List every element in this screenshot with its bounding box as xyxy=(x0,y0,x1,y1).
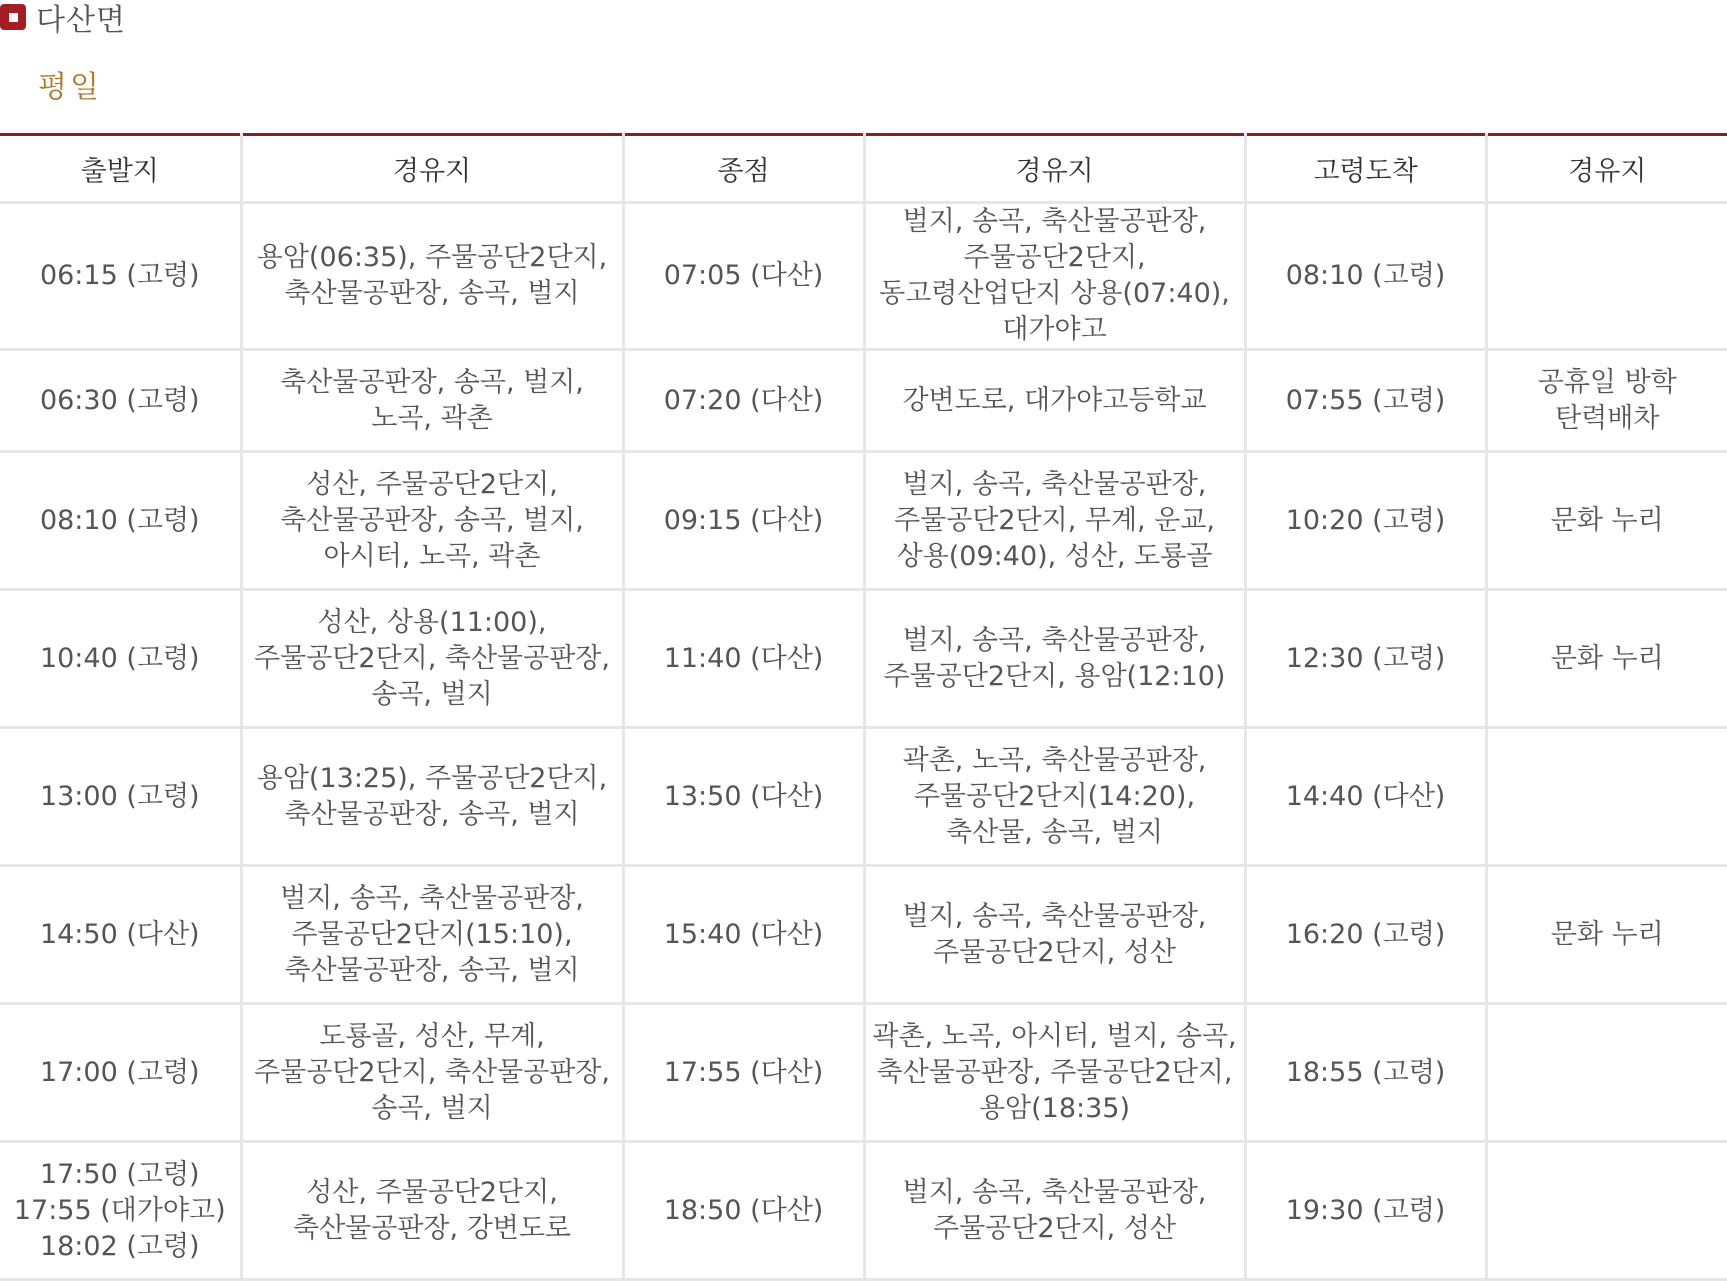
cell-via-2: 곽촌, 노곡, 아시터, 벌지, 송곡, 축산물공판장, 주물공단2단지, 용암(18:35) xyxy=(864,1004,1245,1142)
header-terminus: 종점 xyxy=(623,135,864,203)
cell-via-2: 벌지, 송곡, 축산물공판장, 주물공단2단지, 용암(12:10) xyxy=(864,590,1245,728)
cell-via-3: 문화 누리 xyxy=(1486,590,1727,728)
cell-terminus: 09:15 (다산) xyxy=(623,452,864,590)
cell-via-1: 성산, 주물공단2단지, 축산물공판장, 강변도로 xyxy=(241,1142,623,1280)
cell-terminus: 15:40 (다산) xyxy=(623,866,864,1004)
cell-departure: 14:50 (다산) xyxy=(0,866,241,1004)
cell-terminus: 17:55 (다산) xyxy=(623,1004,864,1142)
cell-departure: 13:00 (고령) xyxy=(0,728,241,866)
cell-via-3: 문화 누리 xyxy=(1486,866,1727,1004)
cell-via-2: 강변도로, 대가야고등학교 xyxy=(864,350,1245,452)
cell-via-1: 용암(13:25), 주물공단2단지, 축산물공판장, 송곡, 벌지 xyxy=(241,728,623,866)
table-row xyxy=(0,590,1727,728)
cell-via-2: 곽촌, 노곡, 축산물공판장, 주물공단2단지(14:20), 축산물, 송곡, 벌지 xyxy=(864,728,1245,866)
bus-schedule-table xyxy=(0,133,1727,1281)
cell-via-2: 벌지, 송곡, 축산물공판장, 주물공단2단지, 성산 xyxy=(864,1142,1245,1280)
cell-departure: 08:10 (고령) xyxy=(0,452,241,590)
cell-arrival: 12:30 (고령) xyxy=(1245,590,1486,728)
cell-via-1: 성산, 상용(11:00), 주물공단2단지, 축산물공판장, 송곡, 벌지 xyxy=(241,590,623,728)
section-title-text: 다산면 xyxy=(36,3,126,38)
day-type-subtitle: 평일 xyxy=(38,70,102,105)
cell-terminus: 07:05 (다산) xyxy=(623,203,864,350)
cell-via-3 xyxy=(1486,728,1727,866)
cell-terminus: 18:50 (다산) xyxy=(623,1142,864,1280)
table-row xyxy=(0,1142,1727,1280)
cell-arrival: 18:55 (고령) xyxy=(1245,1004,1486,1142)
cell-departure: 17:50 (고령) 17:55 (대가야고) 18:02 (고령) xyxy=(0,1142,241,1280)
header-goryeong-arrival: 고령도착 xyxy=(1245,135,1486,203)
cell-via-1: 벌지, 송곡, 축산물공판장, 주물공단2단지(15:10), 축산물공판장, 송곡, 벌지 xyxy=(241,866,623,1004)
cell-terminus: 07:20 (다산) xyxy=(623,350,864,452)
square-bullet-icon xyxy=(0,4,26,30)
table-row xyxy=(0,452,1727,590)
header-departure: 출발지 xyxy=(0,135,241,203)
header-via-1: 경유지 xyxy=(241,135,623,203)
cell-arrival: 07:55 (고령) xyxy=(1245,350,1486,452)
cell-arrival: 14:40 (다산) xyxy=(1245,728,1486,866)
cell-via-3 xyxy=(1486,1142,1727,1280)
cell-via-3: 문화 누리 xyxy=(1486,452,1727,590)
table-body xyxy=(0,203,1727,1280)
table-row xyxy=(0,350,1727,452)
table-row xyxy=(0,728,1727,866)
cell-via-1: 도룡골, 성산, 무계, 주물공단2단지, 축산물공판장, 송곡, 벌지 xyxy=(241,1004,623,1142)
header-row xyxy=(0,135,1727,203)
cell-arrival: 19:30 (고령) xyxy=(1245,1142,1486,1280)
cell-via-1: 축산물공판장, 송곡, 벌지, 노곡, 곽촌 xyxy=(241,350,623,452)
cell-via-3 xyxy=(1486,203,1727,350)
cell-departure: 10:40 (고령) xyxy=(0,590,241,728)
header-via-3: 경유지 xyxy=(1486,135,1727,203)
cell-terminus: 13:50 (다산) xyxy=(623,728,864,866)
cell-departure: 06:15 (고령) xyxy=(0,203,241,350)
table-row xyxy=(0,1004,1727,1142)
cell-via-2: 벌지, 송곡, 축산물공판장,주물공단2단지, 동고령산업단지 상용(07:40), 대가야고 xyxy=(864,203,1245,350)
header-via-2: 경유지 xyxy=(864,135,1245,203)
cell-via-3 xyxy=(1486,1004,1727,1142)
cell-terminus: 11:40 (다산) xyxy=(623,590,864,728)
cell-departure: 06:30 (고령) xyxy=(0,350,241,452)
cell-via-1: 성산, 주물공단2단지, 축산물공판장, 송곡, 벌지, 아시터, 노곡, 곽촌 xyxy=(241,452,623,590)
section-title xyxy=(0,0,126,38)
cell-departure: 17:00 (고령) xyxy=(0,1004,241,1142)
cell-arrival: 10:20 (고령) xyxy=(1245,452,1486,590)
cell-arrival: 16:20 (고령) xyxy=(1245,866,1486,1004)
cell-arrival: 08:10 (고령) xyxy=(1245,203,1486,350)
table-row xyxy=(0,203,1727,350)
cell-via-2: 벌지, 송곡, 축산물공판장, 주물공단2단지, 성산 xyxy=(864,866,1245,1004)
cell-via-1: 용암(06:35), 주물공단2단지, 축산물공판장, 송곡, 벌지 xyxy=(241,203,623,350)
table-header xyxy=(0,135,1727,203)
table-row xyxy=(0,866,1727,1004)
cell-via-2: 벌지, 송곡, 축산물공판장, 주물공단2단지, 무계, 운교, 상용(09:40), 성산, 도룡골 xyxy=(864,452,1245,590)
cell-via-3: 공휴일 방학 탄력배차 xyxy=(1486,350,1727,452)
